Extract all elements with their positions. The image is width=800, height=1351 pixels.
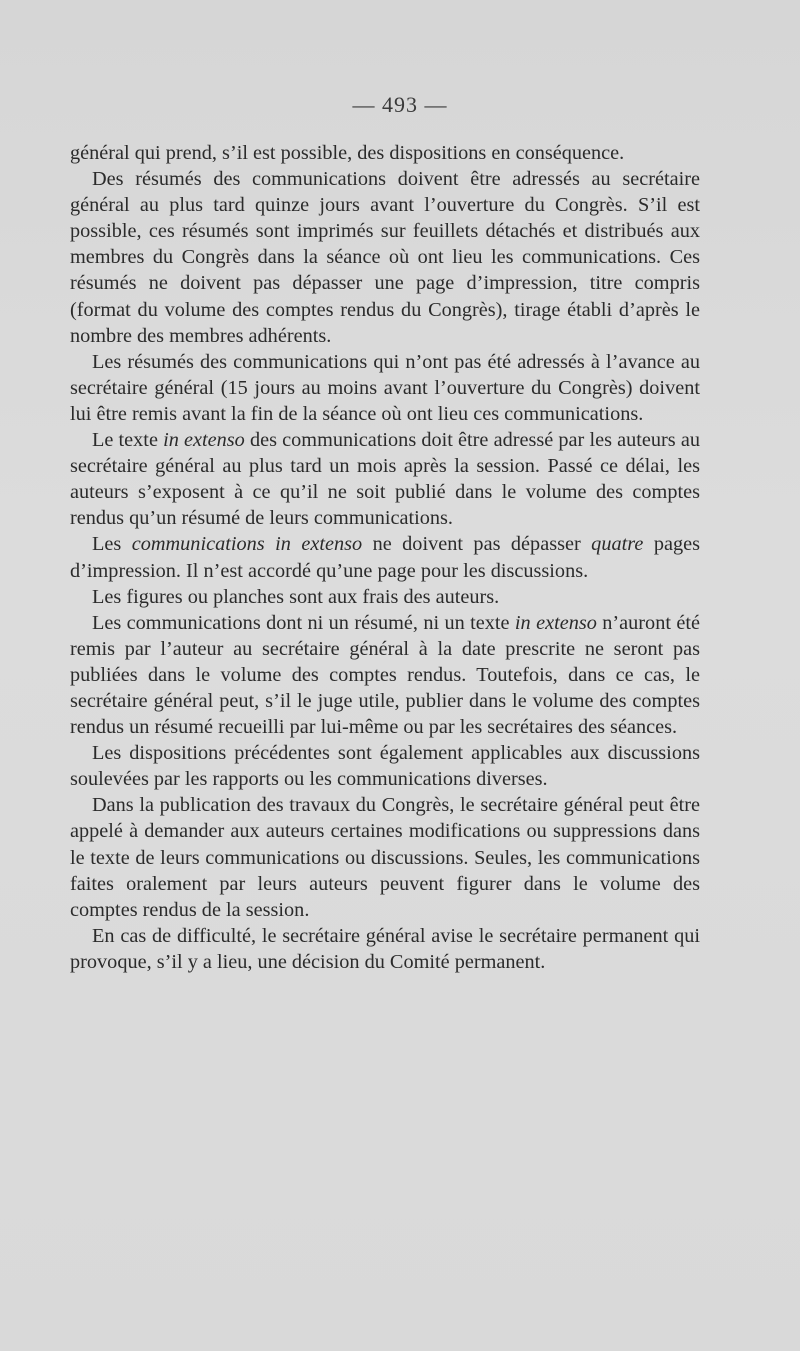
text-segment: Le texte	[92, 429, 164, 452]
paragraph-unsubmitted-communications	[70, 610, 700, 740]
text-segment: Les figures ou planches sont aux frais des auteurs.	[92, 585, 500, 608]
text-segment: Les communications dont ni un résumé, ni un texte	[92, 611, 515, 634]
text-segment: n’auront été remis par l’auteur au secrétaire général à la date prescrite ne seront pas publiées dans le volume des comptes rendus. Toutefois, dans ce cas, le secrétaire général peut, s’il le juge utile, publier dans le volume des comptes rendus un résumé recueilli par lui-même ou par les secrétaires des séances.	[70, 611, 700, 739]
paragraph-difficulty-resolution	[70, 923, 700, 975]
text-segment: En cas de difficulté, le secrétaire général avise le secrétaire permanent qui provoque, s’il y a lieu, une décision du Comité permanent.	[70, 924, 700, 973]
page-number: — 493 —	[352, 92, 448, 117]
italic-text-segment: in extenso	[163, 429, 245, 452]
paragraph-page-limit	[70, 531, 700, 583]
text-segment: des communications doit être adressé par les auteurs au secrétaire général au plus tard un mois après la session. Passé ce délai, les auteurs s’exposent à ce qu’il ne soit publié dans le volume des comptes rendus qu’un résumé de leurs communications.	[70, 429, 700, 530]
text-segment: général qui prend, s’il est possible, des dispositions en conséquence.	[70, 142, 625, 164]
text-segment: Les dispositions précédentes sont également applicables aux discussions soulevées par les rapports ou les communications diverses.	[70, 742, 700, 791]
body-text	[70, 140, 700, 975]
italic-text-segment: communications in extenso	[131, 533, 363, 556]
paragraph-continuation	[70, 140, 700, 166]
italic-text-segment: in extenso	[514, 611, 597, 634]
text-segment: Les	[92, 533, 132, 556]
paragraph-discussions-rules	[70, 740, 700, 792]
text-segment: ne doivent pas dépasser	[362, 533, 592, 556]
text-segment: Dans la publication des travaux du Congrès, le secrétaire général peut être appelé à demander aux auteurs certaines modifications ou suppressions dans le texte de leurs communications ou discussions. Seules, les communications faites oralement par leurs auteurs peuvent figurer dans le volume des comptes rendus de la session.	[70, 794, 700, 921]
text-segment: Les résumés des communications qui n’ont pas été adressés à l’avance au secrétaire général (15 jours au moins avant l’ouverture du Congrès) doivent lui être remis avant la fin de la séance où ont lieu ces communications.	[70, 350, 700, 425]
italic-text-segment: quatre	[591, 533, 644, 556]
paragraph-figures-costs	[70, 584, 700, 610]
paragraph-resumes-deadline	[70, 166, 700, 349]
paragraph-full-text-deadline	[70, 427, 700, 531]
text-segment: pages d’impression. Il n’est accordé qu’une page pour les discussions.	[70, 533, 700, 582]
text-segment: Des résumés des communications doivent être adressés au secrétaire général au plus tard quinze jours avant l’ouverture du Congrès. S’il est possible, ces résumés sont imprimés sur feuillets détachés et distribués aux membres du Congrès dans la séance où ont lieu les communications. Ces résumés ne doivent pas dépasser une page d’impression, titre compris (format du volume des comptes rendus du Congrès), tirage établi d’après le nombre des membres adhérents.	[70, 168, 700, 347]
paragraph-late-resumes	[70, 349, 700, 427]
paragraph-editorial-changes	[70, 792, 700, 922]
